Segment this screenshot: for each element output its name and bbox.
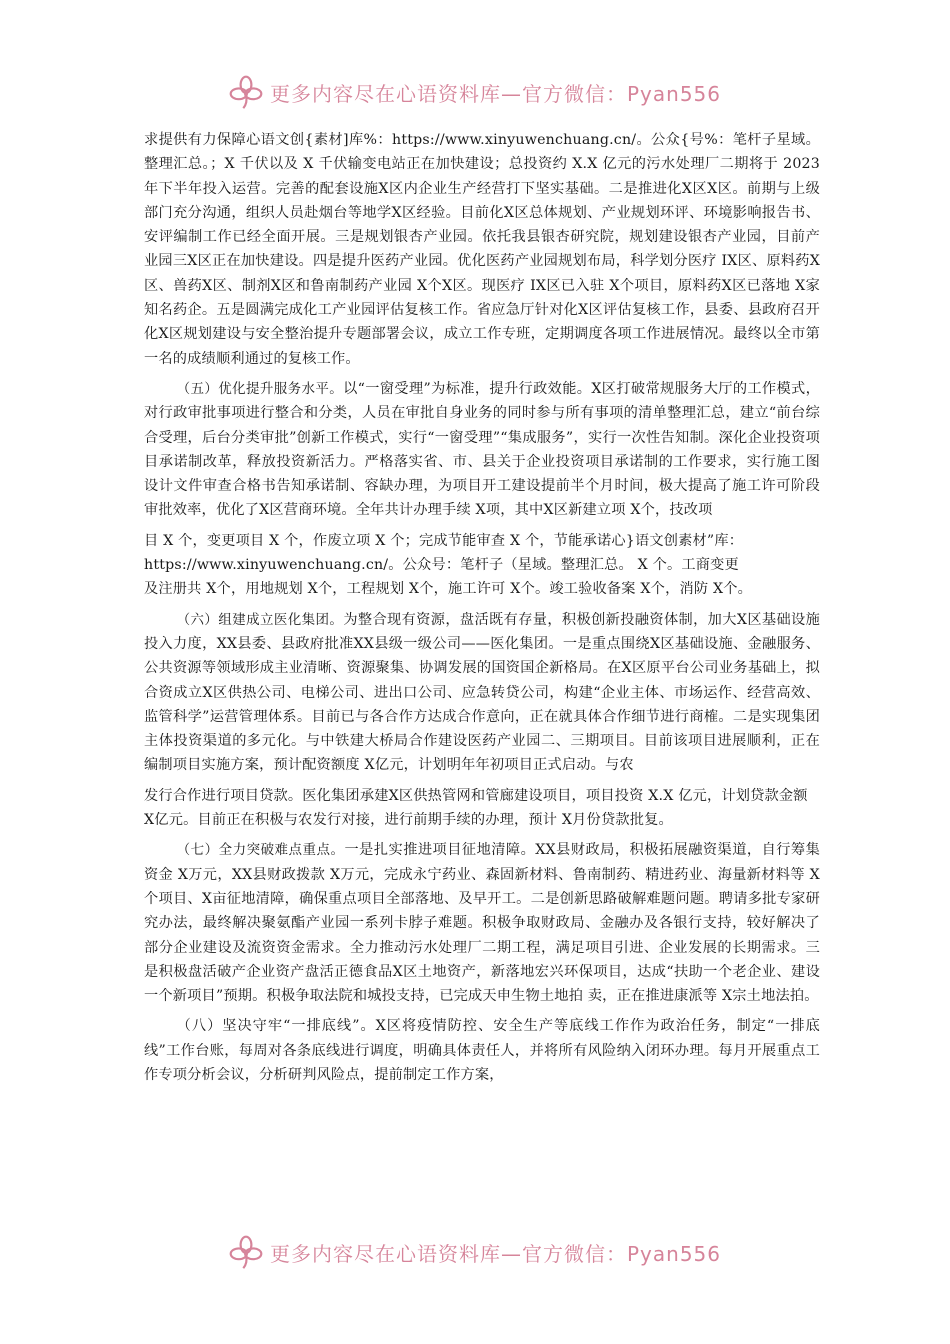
- section-heading: （五）优化提升服务水平。: [176, 380, 344, 397]
- paragraph-infrastructure: 求提供有力保障心语文创{素材]库%：https://www.xinyuwenchuang.cn/。公众{号%：笔杆子星域。整理汇总。；X 千伏以及 X 千伏输变电站正在加快建设；总投资约 X.X 亿元的污水处理厂二期将于 2023 年下半年投入运营。完善的配套设施X区内企业生产经营打下坚实基础。二是推进化X区X区。前期与上级部门充分沟通，组织人员赴烟台等地学X区经验。目前化X区总体规划、产业规划环评、环境影响报告书、安评编制工作已经全面开展。三是规划银杏产业园。依托我县银杏研究院，规划建设银杏产业园，目前产业园三X区正在加快建设。四是提升医药产业园。优化医药产业园规划布局，科学划分医疗 IX区、原料药X区、兽药X区、制剂X区和鲁南制药产业园 X个X区。现医疗 IX区已入驻 X个项目，原料药X区已落地 X家知名药企。五是圆满完成化工产业园评估复核工作。省应急厅针对化X区评估复核工作，县委、县政府召开化X区规划建设与安全整治提升专题部署会议，成立工作专班，定期调度各项工作进展情况。最终以全市第一名的成绩顺利通过的复核工作。: [144, 132, 820, 367]
- banner-text: 更多内容尽在心语资料库—官方微信：Pyan556: [270, 81, 722, 106]
- paragraph-service-level: （五）优化提升服务水平。以“一窗受理”为标准，提升行政效能。X区打破常规服务大厅的工作模式，对行政审批事项进行整合和分类，人员在审批自身业务的同时参与所有事项的清单整理汇总，建立“前台综合受理，后台分类审批”创新工作模式，实行“一窗受理”“集成服务”，实行一次性告知制。深化企业投资项目承诺制改革，释放投资新活力。严格落实省、市、县关于企业投资项目承诺制的工作要求，实行施工图设计文件审查合格书告知承诺制、容缺办理，为项目开工建设提前半个月时间，极大提高了施工许可阶段审批效率，优化了X区营商环境。全年共计办理手续 X项，其中X区新建立项 X个，技改项: [144, 380, 820, 519]
- document-body: [144, 128, 820, 1087]
- clover-leaf-logo-icon: [228, 1234, 264, 1270]
- paragraph-bottom-line: （八）坚决守牢“一排底线”。X区将疫情防控、安全生产等底线工作作为政治任务，制定“一排底线”工作台账，每周对各条底线进行调度，明确具体责任人，并将所有风险纳入闭环办理。每月开展重点工作专项分析会议，分析研判风险点，提前制定工作方案，: [144, 1018, 820, 1083]
- paragraph-medical-group: （六）组建成立医化集团。为整合现有资源，盘活既有存量，积极创新投融资体制，加大X区基础设施投入力度，XX县委、县政府批准XX县级一级公司——医化集团。一是重点围绕X区基础设施、金融服务、公共资源等领域形成主业清晰、资源聚集、协调发展的国资国企新格局。在X区原平台公司业务基础上，拟合资成立X区供热公司、电梯公司、进出口公司、应急转贷公司，构建“企业主体、市场运作、经营高效、监管科学”运营管理体系。目前已与各合作方达成合作意向，正在就具体合作细节进行商榷。二是实现集团主体投资渠道的多元化。与中铁建大桥局合作建设医药产业园二、三期项目。目前该项目进展顺利，正在编制项目实施方案，预计配资额度 X亿元，计划明年年初项目正式启动。与农: [144, 611, 821, 774]
- header-banner: [228, 72, 728, 112]
- footer-banner: [228, 1232, 728, 1272]
- paragraph-loan: 发行合作进行项目贷款。医化集团承建X区供热管网和管廊建设项目，项目投资 X.X 亿元，计划贷款金额 X亿元。目前正在积极与农发行对接，进行前期手续的办理，预计 X月份贷款批复。: [144, 787, 808, 829]
- section-heading: （七）全力突破难点重点。: [176, 842, 345, 859]
- section-heading: （六）组建成立医化集团。: [176, 611, 344, 628]
- banner-text: 更多内容尽在心语资料库—官方微信：Pyan556: [270, 1241, 722, 1266]
- paragraph-key-difficulties: （七）全力突破难点重点。一是扎实推进项目征地清障。XX县财政局，积极拓展融资渠道，自行筹集资金 X万元，XX县财政拨款 X万元，完成永宁药业、森固新材料、鲁南制药、精进药业、海量新材料等 X个项目、X亩征地清障，确保重点项目全部落地、及早开工。二是创新思路破解难题问题。聘请多批专家研究办法，最终解决聚氨酯产业园一系列卡脖子难题。积极争取财政局、金融办及各银行支持，较好解决了部分企业建设及流资资金需求。全力推动污水处理厂二期工程，满足项目引进、企业发展的长期需求。三是积极盘活破产企业资产盘活正德食品X区土地资产，新落地宏兴环保项目，达成“扶助一个老企业、建设一个新项目”预期。积极争取法院和城投支持，已完成天申生物土地拍 卖，正在推进康派等 X宗土地法拍。: [144, 842, 820, 1005]
- paragraph-permit-counts: 及注册共 X个，用地规划 X个，工程规划 X个，施工许可 X个。竣工验收备案 X个，消防 X个。: [144, 581, 753, 598]
- paragraph-project-counts: 目 X 个，变更项目 X 个，作废立项 X 个；完成节能审查 X 个，节能承诺心}语文创素材”库：https://www.xinyuwenchuang.cn/。公众号：笔杆子（星域。整理汇总。 X 个。工商变更: [144, 532, 744, 574]
- clover-leaf-logo-icon: [228, 74, 264, 110]
